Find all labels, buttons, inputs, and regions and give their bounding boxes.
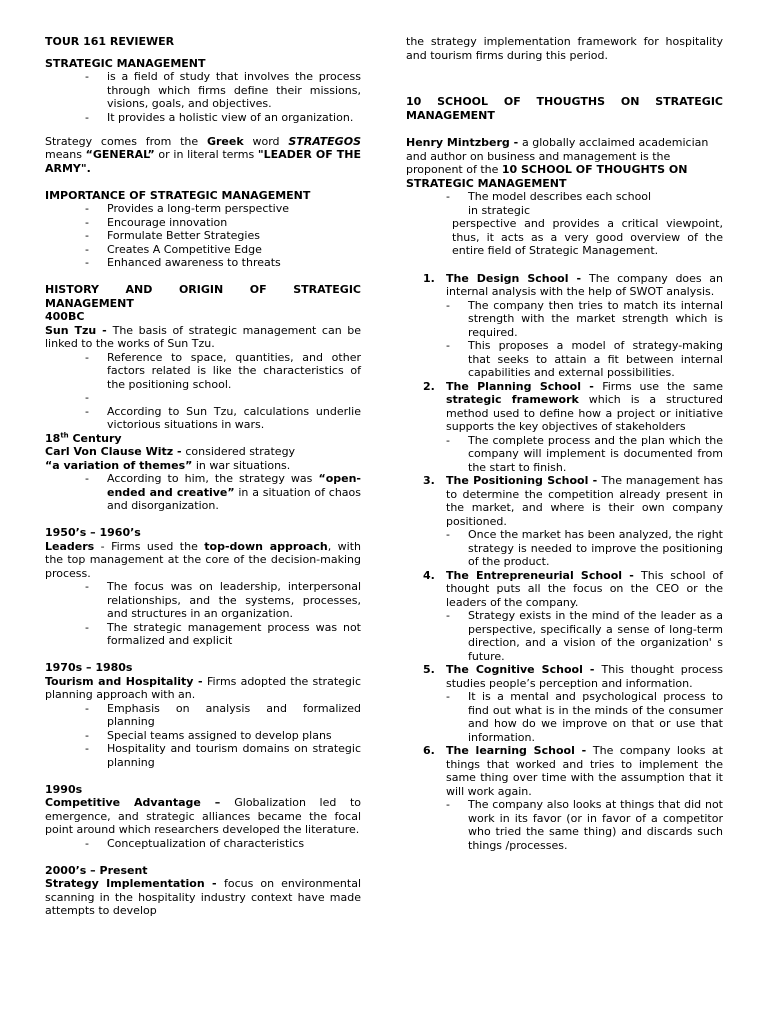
text-run: Sun Tzu - [45,323,113,337]
leaders-paragraph [45,540,361,581]
model-bullet-continuation: perspective and provides a critical viewpoint, thus, it acts as a very good overview of the entire field of Strategic Management. [452,217,723,257]
text-run: Firms adopted the strategic planning approach with an. [45,674,361,701]
school-name: The Positioning School - [446,474,602,487]
text-run: Strategy comes from the [45,134,207,148]
strategy-definition [45,135,361,176]
list-item [406,744,723,852]
text-run: means [45,148,86,161]
list-item: - Once the market has been analyzed, the right strategy is needed to improve the positioning of the product. [446,528,723,569]
list-item: - The company also looks at things that did not work in its favor (or in favor of a competitor who tried the same thing) and discards such things /processes. [446,798,723,852]
list-number: 6. [423,744,435,757]
list-item [406,272,723,380]
list-item: - Encourage innovation [45,216,361,230]
spacer [45,648,361,662]
text-run: This school of thought puts all the focus on the CEO or the leaders of the company. [446,568,723,609]
list-item: - Special teams assigned to develop plans [45,729,361,743]
text-run: Globalization led to emergence, and strategic alliances became the focal point around which researchers developed the literature. [45,796,362,836]
spacer [45,513,361,527]
clausewitz-bullet-list [45,472,361,513]
text-run: in a situation of chaos and disorganization. [107,485,361,512]
suntzu-bullet-list [45,351,361,432]
tourism-bullet-list [45,702,361,770]
list-item [406,569,723,664]
list-item: - The focus was on leadership, interpersonal relationships, and the systems, processes, and structures in an organization. [45,580,361,621]
text-run: or in literal terms [154,148,258,161]
list-item: - Creates A Competitive Edge [45,243,361,257]
text-run: The basis of strategic management can be linked to the works of Sun Tzu. [45,323,361,350]
list-item: - The strategic management process was not formalized and explicit [45,621,361,648]
implementation-paragraph [45,877,361,918]
text-run: which is a structured method used to define how a project or initiative supports the key objectives of stakeholders [446,393,723,433]
section-title-strategic-management: STRATEGIC MANAGEMENT [45,56,206,70]
clausewitz-paragraph [45,445,361,472]
text-run: According to him, the strategy was [107,472,319,485]
importance-bullet-list [45,202,361,270]
text-run: Competitive Advantage – [45,796,235,809]
school-bullet-list [446,690,723,744]
left-column [45,35,361,918]
list-item: - It provides a holistic view of an organization. [45,111,361,125]
list-item: - is a field of study that involves the process through which firms define their missions, visions, goals, and objectives. [45,70,361,111]
schools-list [406,272,723,853]
list-item [45,472,361,513]
text-run: , with the top management at the core of the decision-making process. [45,539,361,580]
mintzberg-paragraph [406,136,723,150]
list-item [406,474,723,569]
school-bullet-list [446,609,723,663]
text-run: strategic framework [446,393,579,406]
list-item: - Strategy exists in the mind of the leader as a perspective, specifically a sense of long-term direction, and a vision of the organization' s future. [446,609,723,663]
text-run: 10 SCHOOL OF THOUGHTS ON [501,163,688,176]
text-run: th [60,430,69,439]
text-run: Henry Mintzberg - [406,136,522,149]
spacer [406,122,723,136]
spacer [45,49,361,57]
text-run: The company looks at things that worked and tries to implement the same thing over time with the assumption that it will work again. [446,744,723,798]
spacer [406,62,723,95]
era-heading-400bc: 400BC [45,310,85,323]
list-item: - Provides a long-term perspective [45,202,361,216]
text-run: STRATEGIC MANAGEMENT [406,176,567,190]
list-item: - The company then tries to match its internal strength with the market strength which is required. [446,299,723,340]
competitive-paragraph [45,796,361,837]
school-bullet-list [446,528,723,569]
list-number: 4. [423,568,435,582]
text-run: Greek [206,134,244,148]
school-name: The Entrepreneurial School - [446,568,641,582]
text-run: STRATEGOS [288,134,361,148]
era-heading-2000s: 2000’s – Present [45,863,148,877]
competitive-bullet-list [45,837,361,851]
text-run: “GENERAL” [85,148,155,161]
text-run: and author on business and management is the proponent of the [406,149,671,176]
text-run: Firms use the same [602,379,724,393]
text-run: Strategy Implementation - [45,877,224,890]
spacer [406,258,723,272]
text-run: The management has to determine the competition already present in the market, and where is their own company positioned. [446,474,723,528]
list-item: - Emphasis on analysis and formalized planning [45,702,361,729]
era-heading-1990s: 1990s [45,782,83,796]
leaders-bullet-list [45,580,361,648]
text-run: Carl Von Clause Witz - [45,445,186,458]
list-number: 1. [423,271,435,285]
text-run: Century [68,431,122,445]
school-name: The Cognitive School - [446,663,602,676]
suntzu-paragraph [45,324,361,351]
text-run: Leaders [45,539,95,553]
text-run: - Firms used the [94,539,205,553]
continuation-paragraph: the strategy implementation framework for hospitality and tourism firms during this period. [406,35,723,62]
mintzberg-paragraph-cont [406,150,723,191]
era-heading-1970s: 1970s – 1980s [45,661,133,674]
text-run: "LEADER OF THE ARMY". [45,148,361,175]
school-name: The learning School - [446,744,593,757]
spacer [45,270,361,284]
spacer [45,175,361,189]
text-run: top-down approach [204,539,328,553]
text-run: considered strategy [185,445,296,458]
list-number: 5. [423,663,435,676]
text-run: “open-ended and creative” [107,472,361,499]
list-item: - Enhanced awareness to threats [45,256,361,270]
text-run: This thought process studies people’s perception and information. [446,663,723,690]
section-title-ten-schools: 10 SCHOOL OF THOUGTHS ON STRATEGIC MANAGEMENT [406,95,723,122]
text-run: “a variation of themes” [45,458,193,472]
list-item [406,380,723,475]
text-run: 18 [45,431,61,445]
text-run: focus on environmental scanning in the hospitality industry context have made attempts to develop [45,877,361,917]
school-bullet-list [446,798,723,852]
list-item: - It is a mental and psychological process to find out what is in the minds of the consumer and how do we improve on that or use that information. [446,690,723,744]
school-bullet-list [446,299,723,380]
spacer [45,769,361,783]
list-number: 2. [423,379,435,393]
text-run: a globally acclaimed academician [522,136,709,149]
text-run: Tourism and Hospitality - [45,674,208,688]
sm-bullet-list [45,70,361,124]
list-item: - Formulate Better Strategies [45,229,361,243]
section-title-importance: IMPORTANCE OF STRATEGIC MANAGEMENT [45,188,311,202]
right-column [406,35,723,852]
spacer [45,850,361,864]
school-name: The Planning School - [446,379,603,393]
text-run: The company does an internal analysis with the help of SWOT analysis. [446,271,724,298]
list-item: - Reference to space, quantities, and other factors related is like the characteristics of the positioning school. [45,351,361,392]
school-bullet-list [446,434,723,475]
document-header: TOUR 161 REVIEWER [45,35,175,48]
list-number: 3. [423,474,435,487]
list-item: - According to Sun Tzu, calculations underlie victorious situations in wars. [45,405,361,432]
list-item [406,663,723,744]
era-heading-18th-century [45,432,361,446]
school-name: The Design School - [446,271,590,285]
model-bullet-list [406,190,723,217]
section-title-history: HISTORY AND ORIGIN OF STRATEGIC MANAGEMENT [45,283,361,310]
list-item: - Hospitality and tourism domains on strategic planning [45,742,361,769]
list-item: - This proposes a model of strategy-making that seeks to attain a fit between internal capabilities and external possibilities. [446,339,723,380]
list-item: - Conceptualization of characteristics [45,837,361,851]
text-run: word [243,134,289,148]
list-item: - The model describes each school in strategic [406,190,723,217]
tourism-paragraph [45,675,361,702]
list-item: - The complete process and the plan which the company will implement is documented from the start to finish. [446,434,723,475]
text-run: in war situations. [192,458,291,472]
list-item [45,391,361,405]
era-heading-1950s: 1950’s – 1960’s [45,526,141,539]
